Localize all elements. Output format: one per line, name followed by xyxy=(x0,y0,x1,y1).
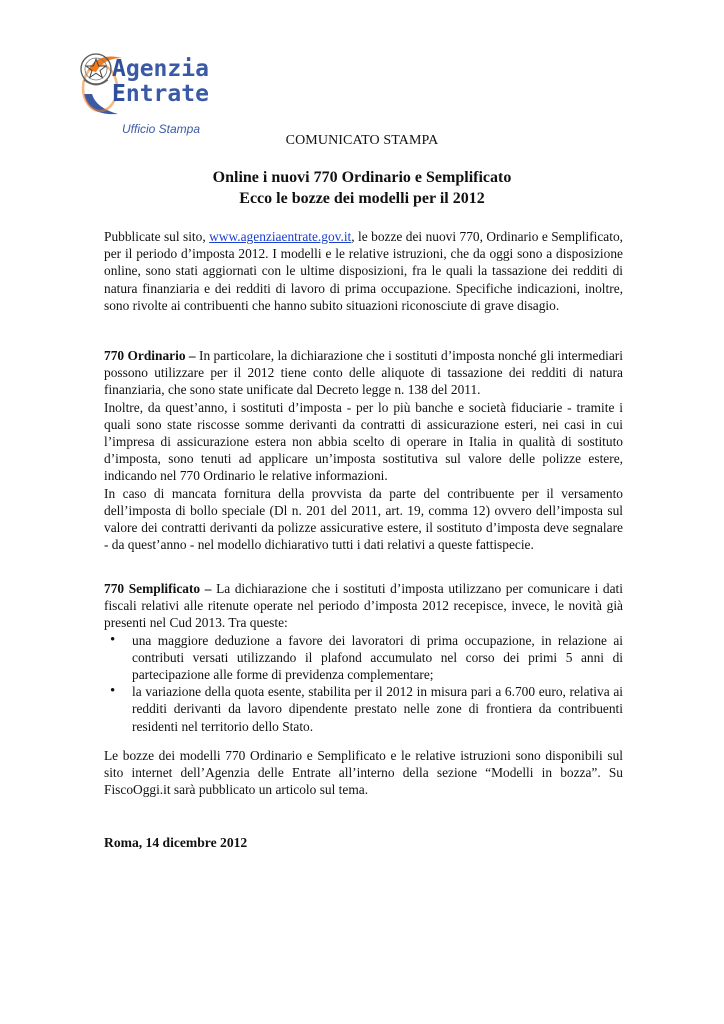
intro-paragraph xyxy=(104,228,623,314)
ordinario-lead: 770 Ordinario – xyxy=(104,348,199,363)
semplificato-lead: 770 Semplificato – xyxy=(104,581,217,596)
ordinario-section xyxy=(104,347,623,553)
ordinario-text-2: Inoltre, da quest’anno, i sostituti d’imposta - per lo più banche e società fiduciarie - tramite i quali sono state riscosse somme derivanti da contratti di assicurazione esteri, nei casi in cui l’impresa di assicurazione estera non abbia scelto di operare in Italia in qualità di sostituto d’imposta, sono tenuti ad applicare un’imposta sostitutiva sul valore delle polizze estere, indicando nel 770 Ordinario le relative informazioni. xyxy=(104,399,623,484)
ordinario-text-1: In particolare, la dichiarazione che i sostituti d’imposta nonché gli intermediari possono utilizzare per il 2012 tiene conto delle aliquote di tassazione dei redditi di natura finanziaria, che sono state unificate dal Decreto legge n. 138 del 2011. xyxy=(104,348,623,398)
logo-cap-e: E xyxy=(112,81,126,107)
agenzia-entrate-logo xyxy=(78,50,308,138)
ordinario-text-3: In caso di mancata fornitura della provvista da parte del contribuente per il versamento dell’imposta di bollo speciale (Dl n. 201 del 2011, art. 19, comma 12) ovvero dell’imposta sul valore dei contratti derivanti da polizze assicurative estere, il sostituto d’imposta deve segnalare - da quest’anno - nel modello dichiarativo tutti i dati relativi a queste fattispecie. xyxy=(104,485,623,553)
list-item: • la variazione della quota esente, stabilita per il 2012 in misura pari a 6.700 euro, relativa ai redditi derivanti da lavoro dipendente prestato nelle zone di frontiera da contribuenti residenti nel territorio dello Stato. xyxy=(104,683,623,735)
italian-emblem-icon xyxy=(78,50,114,90)
semplificato-section xyxy=(104,580,623,735)
semplificato-text: La dichiarazione che i sostituti d’imposta utilizzano per comunicare i dati fiscali relativi alle ritenute operate nel periodo d’imposta 2012 recepisce, invece, le novità già presenti nel Cud 2013. Tra queste: xyxy=(104,581,623,631)
intro-text-before: Pubblicate sul sito, xyxy=(104,229,210,244)
logo-line-agenzia xyxy=(112,56,209,82)
logo-agenzia-text: genzia xyxy=(125,56,209,82)
semplificato-bullet-list xyxy=(104,632,623,735)
logo-entrate-text: ntrate xyxy=(125,81,209,107)
logo-line-entrate xyxy=(112,81,209,107)
document-header: COMUNICATO STAMPA xyxy=(285,133,439,148)
logo-cap-a: A xyxy=(112,56,126,82)
title-line-2: Ecco le bozze dei modelli per il 2012 xyxy=(239,190,485,207)
document-title xyxy=(0,167,724,209)
place-date-signature: Roma, 14 dicembre 2012 xyxy=(104,835,248,850)
intro-text-after: , le bozze dei nuovi 770, Ordinario e Semplificato, per il periodo d’imposta 2012. I modelli e le relative istruzioni, che da oggi sono a disposizione online, sono stati aggiornati con le ultime disposizioni, fra le quali la tassazione dei redditi di natura finanziaria e dei redditi di lavoro di prima occupazione. Specifiche indicazioni, inoltre, sono rivolte ai contribuenti che hanno subito situazioni riconosciute di grave disagio. xyxy=(104,229,623,313)
list-item: • una maggiore deduzione a favore dei lavoratori di prima occupazione, in relazione ai contributi versati utilizzando il plafond accumulato nel corso dei primi 5 anni di partecipazione alle forme di previdenza complementare; xyxy=(104,632,623,684)
title-line-1: Online i nuovi 770 Ordinario e Semplificato xyxy=(212,169,512,186)
agenzia-website-link[interactable]: www.agenziaentrate.gov.it xyxy=(209,229,352,244)
ufficio-stampa-label: Ufficio Stampa xyxy=(122,122,201,136)
closing-paragraph xyxy=(104,747,623,799)
closing-text: Le bozze dei modelli 770 Ordinario e Semplificato e le relative istruzioni sono disponibili sul sito internet dell’Agenzia delle Entrate all’interno della sezione “Modelli in bozza”. Su FiscoOggi.it sarà pubblicato un articolo sul tema. xyxy=(104,748,623,798)
